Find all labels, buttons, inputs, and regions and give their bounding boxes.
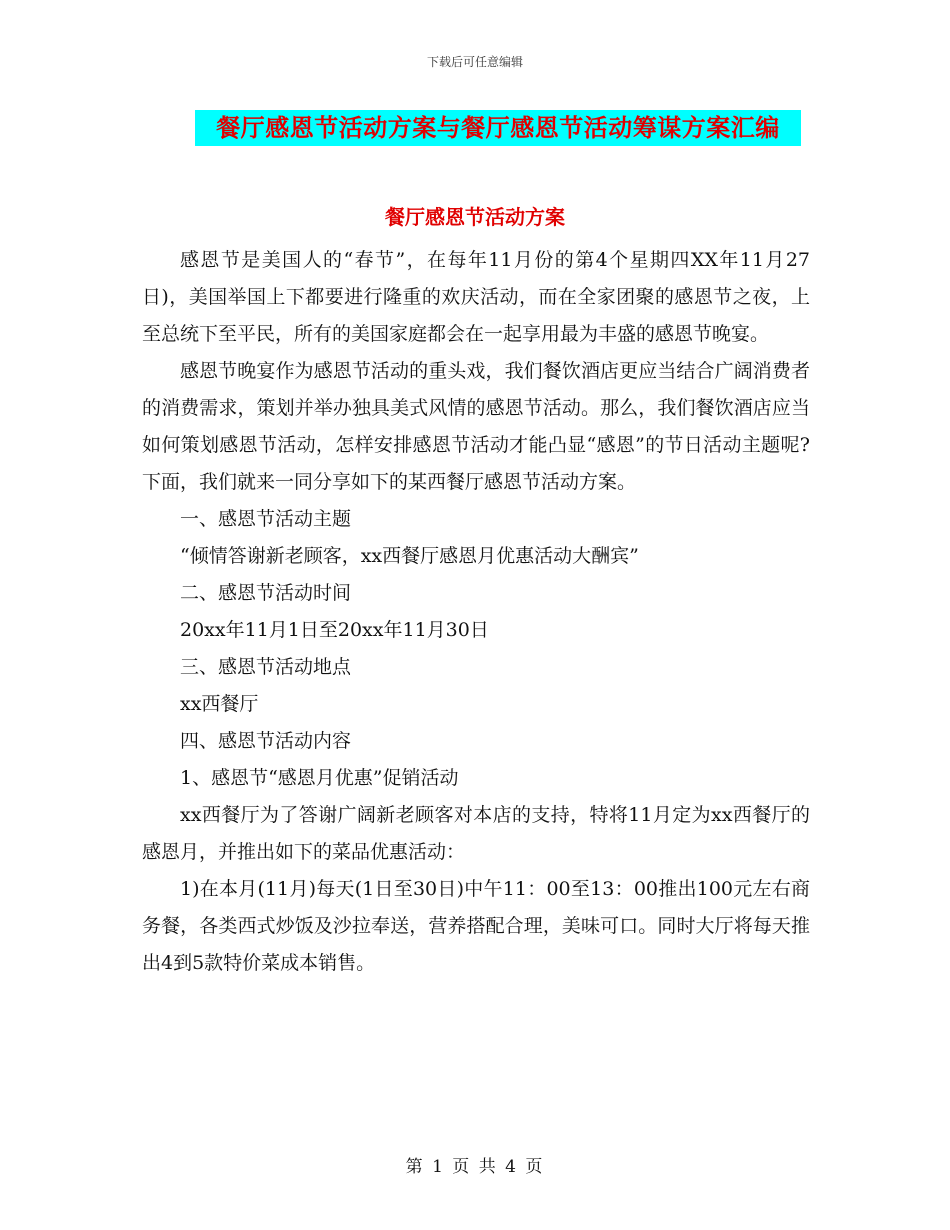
paragraph-intro: 感恩节是美国人的“春节”，在每年11月份的第4个星期四XX年11月27日)，美国举国上下都要进行隆重的欢庆活动，而在全家团聚的感恩节之夜，上至总统下至平民，所有的美国家庭都会在一起享用最为丰盛的感恩节晚宴。 (142, 249, 810, 345)
heading-time: 二、感恩节活动时间 (180, 582, 352, 604)
document-title: 餐厅感恩节活动方案与餐厅感恩节活动筹谋方案汇编 (195, 110, 801, 146)
paragraph-time: 20xx年11月1日至20xx年11月30日 (180, 619, 489, 641)
paragraph-banquet: 感恩节晚宴作为感恩节活动的重头戏，我们餐饮酒店更应当结合广阔消费者的消费需求，策划并举办独具美式风情的感恩节活动。那么，我们餐饮酒店应当如何策划感恩节活动，怎样安排感恩节活动才能凸显“感恩”的节日活动主题呢?下面，我们就来一同分享如下的某西餐厅感恩节活动方案。 (142, 360, 810, 493)
subheading-promotion: 1、感恩节“感恩月优惠”促销活动 (180, 767, 459, 789)
paragraph-lunch-offer: 1)在本月(11月)每天(1日至30日)中午11：00至13：00推出100元左右商务餐，各类西式炒饭及沙拉奉送，营养搭配合理，美味可口。同时大厅将每天推出4到5款特价菜成本销售。 (142, 878, 810, 974)
heading-content: 四、感恩节活动内容 (180, 730, 352, 752)
paragraph-theme: “倾情答谢新老顾客，xx西餐厅感恩月优惠活动大酬宾” (180, 545, 639, 567)
paragraph-promotion: xx西餐厅为了答谢广阔新老顾客对本店的支持，特将11月定为xx西餐厅的感恩月，并推出如下的菜品优惠活动： (142, 804, 810, 863)
page-footer: 第 1 页 共 4 页 (405, 1157, 545, 1177)
paragraph-location: xx西餐厅 (180, 693, 259, 715)
section-title: 餐厅感恩节活动方案 (385, 205, 565, 229)
heading-location: 三、感恩节活动地点 (180, 656, 352, 678)
heading-theme: 一、感恩节活动主题 (180, 508, 352, 530)
header-note: 下载后可任意编辑 (426, 55, 523, 69)
document-body (142, 242, 810, 982)
